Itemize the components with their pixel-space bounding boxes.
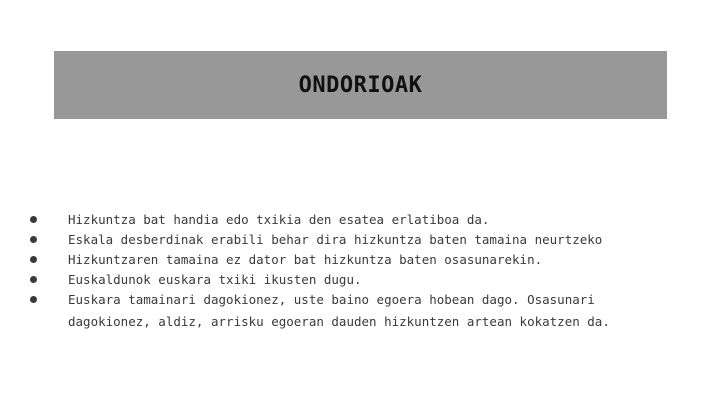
slide-title: ONDORIOAK xyxy=(298,72,423,98)
bullet-text: Hizkuntza bat handia edo txikia den esatea erlatiboa da. xyxy=(68,212,490,227)
bullet-dot-icon xyxy=(30,216,37,223)
bullet-dot-icon xyxy=(30,276,37,283)
bullet-text-continuation: dagokionez, aldiz, arrisku egoeran dauden hizkuntzen artean kokatzen da. xyxy=(68,314,610,329)
bullet-text: Eskala desberdinak erabili behar dira hizkuntza baten tamaina neurtzeko xyxy=(68,232,603,247)
bullet-dot-icon xyxy=(30,256,37,263)
bullet-text: Hizkuntzaren tamaina ez dator bat hizkuntza baten osasunarekin. xyxy=(68,252,543,267)
bullet-item xyxy=(30,290,710,332)
title-band xyxy=(54,51,667,119)
bullet-item xyxy=(30,230,710,250)
bullet-list xyxy=(30,210,710,332)
bullet-item xyxy=(30,210,710,230)
bullet-dot-icon xyxy=(30,296,37,303)
bullet-item xyxy=(30,250,710,270)
bullet-item xyxy=(30,270,710,290)
bullet-dot-icon xyxy=(30,236,37,243)
bullet-text: Euskaldunok euskara txiki ikusten dugu. xyxy=(68,272,362,287)
bullet-text: Euskara tamainari dagokionez, uste baino egoera hobean dago. Osasunari xyxy=(68,292,595,307)
